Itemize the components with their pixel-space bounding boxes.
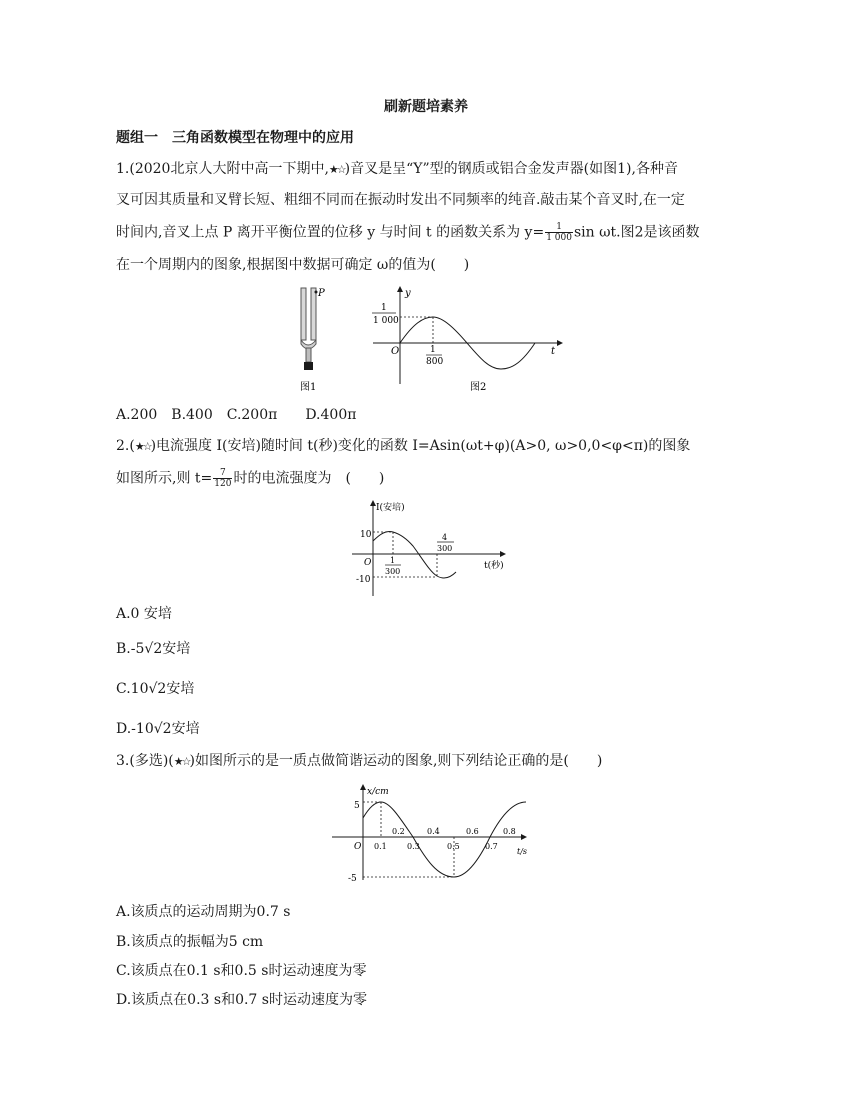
- q2-origin: O: [364, 558, 372, 568]
- tuning-fork-figure: [292, 284, 332, 394]
- q3-tick-0.8: 0.8: [503, 827, 516, 836]
- q2-optd-unit: 安培: [171, 721, 200, 737]
- q3-option-d: D.该质点在0.3 s和0.7 s时运动速度为零: [116, 992, 367, 1008]
- q1-frac-num: 1: [545, 222, 573, 233]
- fig2-xtick-den: 800: [426, 357, 444, 367]
- fig2-ytick-num: 1: [381, 303, 387, 313]
- q1-line3: [116, 222, 700, 243]
- q2-optd-prefix: D.-10: [116, 721, 154, 737]
- q3-option-a: A.该质点的运动周期为0.7 s: [116, 904, 291, 920]
- fig2-t-label: t: [551, 346, 556, 357]
- q3-tick-0.1: 0.1: [374, 842, 387, 851]
- q3-line1b-text: )如图所示的是一质点做简谐运动的图象,则下列结论正确的是( ): [189, 753, 603, 769]
- q2-x-label: t(秒): [484, 561, 504, 571]
- fig2-x-arrow: [557, 340, 563, 346]
- q2-line2: [116, 468, 384, 489]
- q3-y-arrow: [360, 784, 366, 790]
- q2-t2-den: 300: [437, 544, 453, 553]
- difficulty-star-icon: ★☆: [134, 440, 151, 453]
- fig2-sine-graph: [365, 284, 565, 394]
- q2-optb-unit: 安培: [162, 641, 191, 657]
- q1-line3b-text: sin ωt.图2是该函数: [573, 224, 700, 241]
- q3-tick-0.2: 0.2: [392, 827, 405, 836]
- q2-line1: [116, 437, 690, 456]
- q2-option-a: A.0 安培: [116, 606, 172, 622]
- fig2-xtick-num: 1: [430, 345, 436, 355]
- q1-line1: [116, 160, 678, 179]
- q3-tick-0.7: 0.7: [485, 842, 498, 851]
- q3-option-c: C.该质点在0.1 s和0.5 s时运动速度为零: [116, 963, 367, 979]
- q2-optb-radicand: 2: [153, 641, 163, 657]
- q1-line1b-text: )音叉是呈“Y”型的钢质或铝合金发声器(如图1),各种音: [344, 161, 678, 177]
- difficulty-star-icon: ★☆: [173, 755, 190, 768]
- q2-line2b-text: 时的电流强度为 ( ): [233, 470, 385, 487]
- fig2-y-label: y: [405, 288, 411, 299]
- q3-ytick-top: 5: [354, 801, 360, 811]
- q2-optc-unit: 安培: [166, 681, 195, 697]
- q3-x-arrow: [521, 834, 527, 840]
- q3-line1: [116, 752, 602, 771]
- q3-tick-0.4: 0.4: [427, 827, 440, 836]
- q3-oscillation-graph: [328, 782, 533, 882]
- fig2-ytick-den: 1 000: [373, 316, 399, 326]
- sqrt-sign-icon: √: [148, 681, 158, 697]
- q2-t1-num: 1: [390, 556, 396, 565]
- sqrt-sign-icon: √: [144, 641, 154, 657]
- q2-option-b: [116, 640, 190, 658]
- q3-ytick-bottom: -5: [348, 874, 357, 882]
- q3-tick-0.3: 0.3: [407, 842, 420, 851]
- q2-y-label: I(安培): [376, 503, 405, 513]
- fig1-point-label: P: [318, 288, 325, 299]
- q1-line1-text: 1.(2020北京人大附中高一下期中,: [116, 161, 329, 177]
- q3-curve: [363, 802, 526, 877]
- fork-stem: [306, 348, 311, 362]
- q3-x-label: t/s: [517, 847, 528, 856]
- q2-line2a-text: 如图所示,则 t=: [116, 470, 213, 487]
- fork-prong-left: [301, 288, 306, 340]
- q2-frac-den: 120: [214, 479, 232, 489]
- q2-optc-prefix: C.10: [116, 681, 149, 697]
- q2-current-graph: [340, 498, 515, 598]
- q1-line2: 叉可因其质量和叉臂长短、粗细不同而在振动时发出不同频率的纯音.敲击某个音叉时,在一定: [116, 192, 685, 208]
- q1-frac-den: 1 000: [546, 233, 572, 243]
- q2-frac-num: 7: [213, 468, 232, 479]
- fork-handle: [304, 362, 313, 370]
- q2-t2-num: 4: [442, 533, 448, 542]
- q2-ytick-bottom: -10: [356, 575, 371, 585]
- q1-options: A.200 B.400 C.200π D.400π: [116, 407, 357, 423]
- q2-fraction: [213, 468, 232, 489]
- fig1-caption: 图1: [300, 382, 317, 393]
- fig2-y-arrow: [397, 286, 403, 292]
- fork-prong-right: [311, 288, 316, 340]
- q2-option-d: [116, 720, 200, 738]
- q3-origin: O: [354, 842, 362, 852]
- q1-line4: 在一个周期内的图象,根据图中数据可确定 ω的值为( ): [116, 257, 470, 273]
- section-heading: 题组一 三角函数模型在物理中的应用: [116, 130, 354, 146]
- sqrt-sign-icon: √: [153, 721, 163, 737]
- q1-line3a-text: 时间内,音叉上点 P 离开平衡位置的位移 y 与时间 t 的函数关系为 y=: [116, 224, 545, 241]
- q3-tick-0.5: 0.5: [447, 842, 460, 851]
- q1-fraction: [545, 222, 573, 243]
- page-title: 刷新题培素养: [384, 99, 468, 115]
- q2-ytick-top: 10: [360, 530, 372, 540]
- q3-tick-0.6: 0.6: [466, 827, 479, 836]
- q2-line1a-text: 2.(: [116, 438, 135, 454]
- fig2-origin: O: [391, 346, 400, 357]
- fig2-caption: 图2: [470, 382, 487, 393]
- q2-x-arrow: [500, 551, 506, 557]
- q2-optc-radicand: 2: [157, 681, 167, 697]
- q2-line1b-text: )电流强度 I(安培)随时间 t(秒)变化的函数 I=Asin(ωt+φ)(A>0, ω>0,0<φ<π)的图象: [150, 438, 691, 454]
- q2-t1-den: 300: [385, 567, 401, 576]
- q3-option-b: B.该质点的振幅为5 cm: [116, 934, 264, 950]
- q2-optb-prefix: B.-5: [116, 641, 145, 657]
- q3-y-label: x/cm: [367, 787, 389, 797]
- q2-option-c: [116, 680, 194, 698]
- q2-optd-radicand: 2: [162, 721, 172, 737]
- difficulty-star-icon: ★☆: [328, 163, 345, 176]
- q3-line1a-text: 3.(多选)(: [116, 753, 174, 769]
